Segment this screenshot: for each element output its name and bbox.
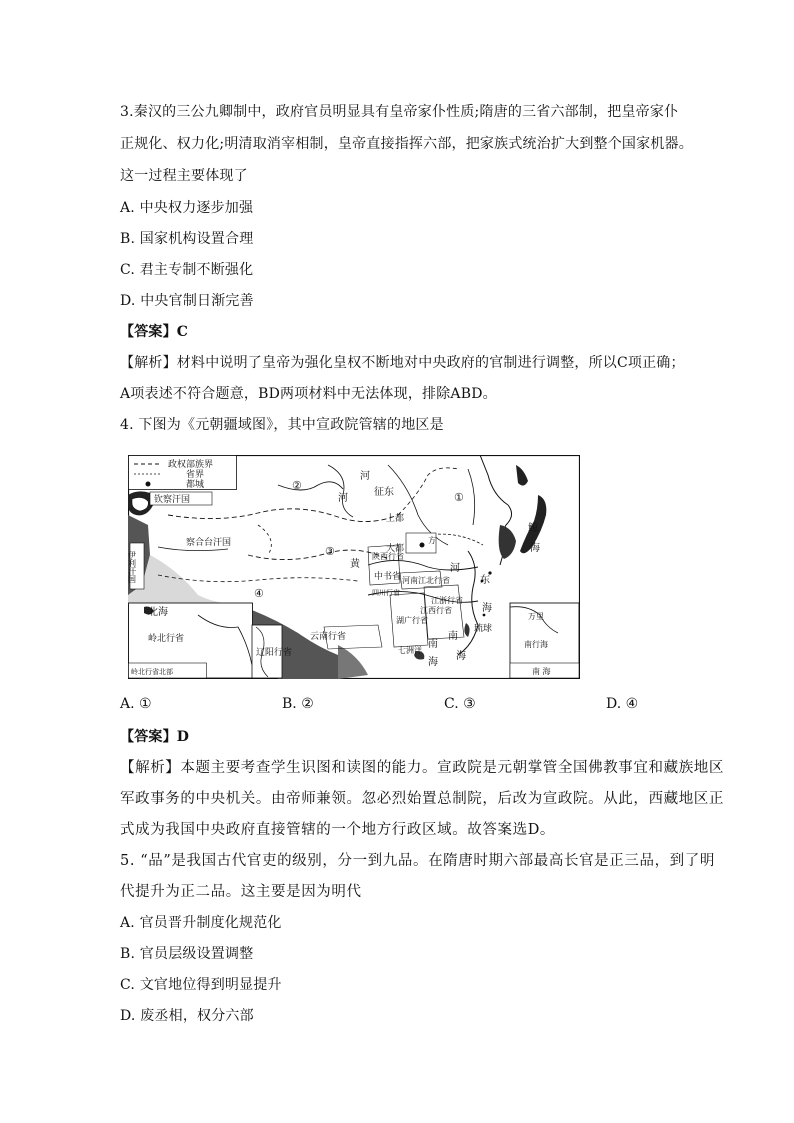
label-nanhai2: 海 (456, 651, 466, 662)
q5-option-b: B. 官员层级设置调整 (120, 946, 254, 962)
label-henan: 河南江北行省 (402, 576, 450, 585)
label-n3: ③ (325, 545, 335, 558)
label-huguang: 湖广行省 (396, 616, 428, 625)
legend-boundary: 政权部族界 (168, 460, 214, 470)
q4-analysis-line2: 军政事务的中央机关。由帝师兼领。忽必烈始置总制院，后改为宣政院。从此，西藏地区正 (120, 791, 724, 807)
q4-analysis-line1: 【解析】本题主要考查学生识图和读图的能力。宣政院是元朝掌管全国佛教事宜和藏族地区 (120, 760, 724, 776)
legend-province: 省界 (186, 470, 205, 480)
q3-analysis-line2: A项表述不符合题意，BD两项材料中无法体现，排除ABD。 (120, 386, 497, 402)
label-huang: 黄 (350, 559, 360, 570)
q3-option-c: C. 君主专制不断强化 (120, 262, 254, 278)
label-shangdu: 上都 (386, 514, 405, 524)
label-qincha: 钦察汗国 (154, 495, 191, 505)
label-shaanxi: 陕西行省 (372, 552, 404, 561)
q4-choice-d: D. ④ (606, 696, 639, 712)
q4-stem: 4. 下图为《元朝疆域图》，其中宣政院管辖的地区是 (120, 417, 444, 433)
q3-option-a: A. 中央权力逐步加强 (120, 200, 254, 216)
label-nanhai-inset: 南 海 (532, 667, 551, 676)
legend-capital: 都城 (186, 480, 205, 490)
q3-stem-line2: 正规化、权力化;明清取消宰相制，皇帝直接指挥六部，把家族式统治扩大到整个国家机器。 (120, 136, 693, 152)
label-qizhou: 七洲洋 (398, 646, 422, 655)
q4-choices (120, 696, 660, 716)
label-he1: 河 (360, 471, 370, 482)
q4-analysis-line3: 式成为我国中央政府直接管辖的一个地方行政区域。故答案选D。 (120, 822, 556, 838)
label-ilkhan: 伊利汗国 (128, 551, 137, 583)
label-hai-east: 海 (482, 603, 492, 614)
q3-stem-line3: 这一过程主要体现了 (120, 168, 248, 184)
label-sichuan: 四川行省 (372, 589, 400, 597)
q3-option-b: B. 国家机构设置合理 (120, 231, 254, 247)
label-n4: ④ (254, 587, 264, 600)
yuan-territory-map (128, 455, 580, 679)
q3-option-d: D. 中央官制日渐完善 (120, 293, 254, 309)
q4-choice-c: C. ③ (444, 696, 476, 712)
label-liaoyang: 辽阳行省 (256, 648, 293, 658)
label-lingbei: 岭北行省 (148, 634, 185, 644)
q5-option-a: A. 官员晋升制度化规范化 (120, 915, 282, 931)
q3-answer: 【答案】C (120, 324, 189, 340)
label-zhengdong: 征东 (374, 487, 394, 498)
label-liuqiu: 琉球 (474, 624, 493, 634)
label-fangji: 方 (428, 536, 436, 545)
label-beihai: 北海 (148, 607, 168, 618)
label-n1: ① (454, 491, 464, 504)
q5-stem-line2: 代提升为正二品。这主要是因为明代 (120, 884, 362, 900)
label-jing: 鲸 (528, 523, 538, 534)
label-lingbei-corner: 岭北行省北部 (131, 668, 173, 676)
q5-option-c: C. 文官地位得到明显提升 (120, 977, 282, 993)
q5-option-d: D. 废丞相，权分六部 (120, 1008, 254, 1024)
q4-answer: 【答案】D (120, 729, 190, 745)
q4-choice-b: B. ② (282, 696, 314, 712)
q4-choice-a: A. ① (120, 696, 152, 712)
q5-stem-line1: 5. “品”是我国古代官吏的级别，分一到九品。在隋唐时期六部最高长官是正三品，到了明 (120, 853, 715, 869)
label-yunnan: 云南行省 (310, 632, 347, 642)
q3-analysis-line1: 【解析】材料中说明了皇帝为强化皇权不断地对中央政府的官制进行调整，所以C项正确； (120, 355, 685, 371)
label-chagatai: 察合台汗国 (186, 538, 232, 548)
label-nan: 南 (428, 639, 438, 650)
label-dadu: 大都 (386, 544, 405, 554)
label-jiangzhe: 江浙行省 (431, 596, 463, 605)
label-jinghai: 海 (530, 543, 540, 554)
label-n2: ② (292, 479, 302, 492)
label-nanhai1: 南 (448, 631, 458, 642)
label-nanhai-vertical: 南行海 (524, 640, 548, 649)
label-he2: 河 (338, 493, 348, 504)
label-huanghe-he: 河 (450, 563, 460, 574)
q3-stem-line1: 3.秦汉的三公九卿制中，政府官员明显具有皇帝家仆性质;隋唐的三省六部制，把皇帝家仆 (120, 104, 679, 120)
label-hai2: 海 (428, 657, 438, 668)
label-wanli: 万里 (528, 612, 544, 621)
label-jiangxi: 江西行省 (420, 606, 452, 615)
label-zhongshu: 中书省 (374, 572, 402, 582)
label-dong: 东 (480, 575, 490, 586)
